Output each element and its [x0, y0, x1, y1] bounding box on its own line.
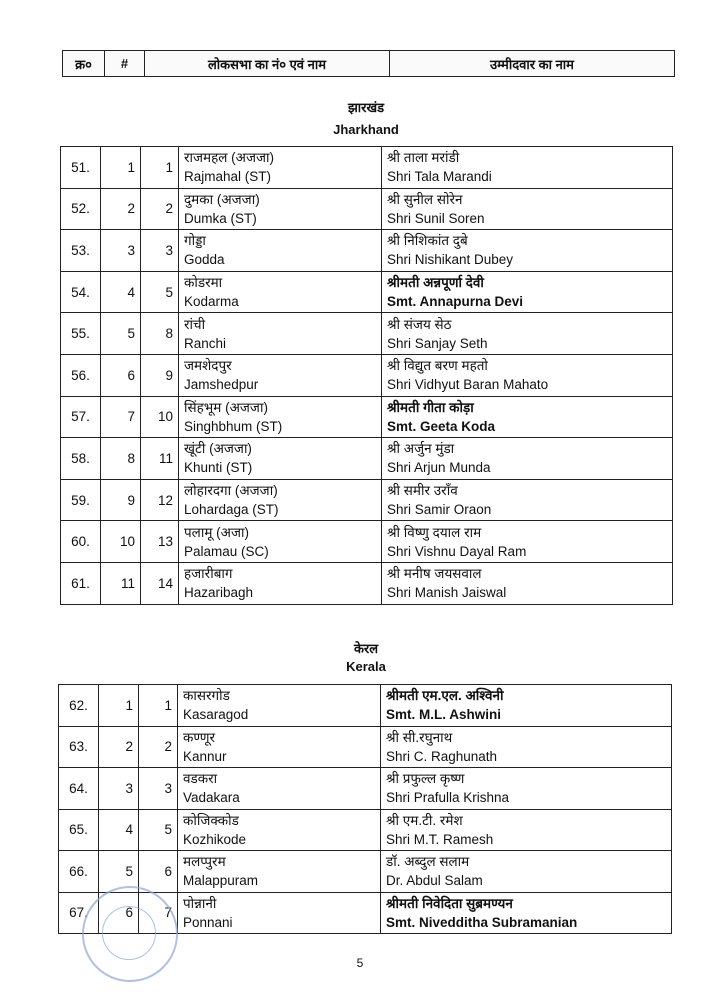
- candidate-name-en: Shri Vishnu Dayal Ram: [387, 543, 527, 559]
- constituency-number: 2: [139, 726, 178, 768]
- candidate-name-hi: श्री प्रफुल्ल कृष्ण: [386, 771, 465, 787]
- candidate-name-en: Shri Samir Oraon: [387, 502, 492, 518]
- constituency-name-hi: जमशेदपुर: [184, 358, 232, 374]
- candidate-name-en: Shri C. Raghunath: [386, 748, 498, 764]
- candidate-name-hi: श्री संजय सेठ: [387, 316, 452, 332]
- state-index: 7: [101, 396, 141, 438]
- page-number: 5: [356, 956, 364, 970]
- kerala-title-en: Kerala: [346, 659, 386, 674]
- constituency-cell: [179, 562, 382, 604]
- constituency-name-hi: कोडरमा: [184, 275, 223, 291]
- table-row: [59, 851, 672, 893]
- table-row: [61, 521, 673, 563]
- constituency-cell: [179, 438, 382, 480]
- candidate-name-hi: श्री अर्जुन मुंडा: [387, 441, 455, 457]
- candidate-cell: [381, 851, 672, 893]
- candidate-name-en: Shri Tala Marandi: [387, 169, 492, 185]
- state-index: 1: [99, 685, 139, 727]
- candidate-name-hi: श्रीमती गीता कोड़ा: [387, 399, 474, 415]
- state-index: 10: [101, 521, 141, 563]
- constituency-name-en: Kasaragod: [183, 707, 249, 723]
- candidate-cell: [381, 768, 672, 810]
- constituency-number: 2: [141, 188, 179, 230]
- constituency-name-hi: दुमका (अजजा): [184, 191, 260, 207]
- table-row: [61, 562, 673, 604]
- table-row: [61, 230, 673, 272]
- serial-number: 57.: [61, 396, 101, 438]
- table-row: [59, 768, 672, 810]
- constituency-name-en: Kannur: [183, 748, 227, 764]
- candidate-name-hi: डॉ. अब्दुल सलाम: [386, 854, 470, 870]
- constituency-name-hi: रांची: [184, 316, 206, 332]
- constituency-name-en: Kodarma: [184, 294, 239, 310]
- candidate-name-hi: श्री विष्णु दयाल राम: [387, 524, 482, 540]
- candidate-name-hi: श्री सी.रघुनाथ: [386, 729, 453, 745]
- candidate-name-en: Shri Manish Jaiswal: [387, 585, 507, 601]
- state-index: 5: [99, 851, 139, 893]
- header-hash: #: [105, 51, 145, 77]
- serial-number: 54.: [61, 271, 101, 313]
- constituency-cell: [179, 230, 382, 272]
- serial-number: 67.: [59, 892, 99, 934]
- candidate-cell: [381, 726, 672, 768]
- constituency-name-hi: मलप्पुरम: [183, 854, 226, 870]
- constituency-name-en: Palamau (SC): [184, 543, 269, 559]
- candidate-name-hi: श्रीमती अन्नपूर्णा देवी: [387, 275, 484, 291]
- serial-number: 66.: [59, 851, 99, 893]
- constituency-name-en: Dumka (ST): [184, 210, 257, 226]
- state-index: 11: [101, 562, 141, 604]
- constituency-name-en: Rajmahal (ST): [184, 169, 272, 185]
- jharkhand-title-hi: झारखंड: [347, 100, 385, 115]
- constituency-number: 12: [141, 479, 179, 521]
- constituency-number: 11: [141, 438, 179, 480]
- constituency-cell: [179, 479, 382, 521]
- constituency-number: 1: [139, 685, 178, 727]
- serial-number: 59.: [61, 479, 101, 521]
- constituency-name-hi: पोन्नानी: [183, 895, 217, 911]
- constituency-number: 5: [141, 271, 179, 313]
- candidate-cell: [382, 562, 673, 604]
- constituency-cell: [179, 521, 382, 563]
- state-index: 2: [101, 188, 141, 230]
- state-index: 6: [101, 354, 141, 396]
- candidate-cell: [381, 809, 672, 851]
- candidate-cell: [382, 396, 673, 438]
- candidate-cell: [382, 479, 673, 521]
- constituency-name-hi: वडकरा: [183, 771, 218, 787]
- constituency-cell: [178, 726, 381, 768]
- candidate-name-en: Shri Sanjay Seth: [387, 335, 488, 351]
- table-row: [61, 396, 673, 438]
- constituency-cell: [179, 313, 382, 355]
- constituency-name-hi: हजारीबाग: [184, 566, 233, 582]
- constituency-name-hi: गोड्डा: [184, 233, 206, 249]
- constituency-cell: [179, 147, 382, 189]
- candidate-name-en: Shri Prafulla Krishna: [386, 790, 510, 806]
- table-row: [61, 313, 673, 355]
- state-index: 8: [101, 438, 141, 480]
- state-index: 6: [99, 892, 139, 934]
- table-row: [61, 438, 673, 480]
- header-candidate: उम्मीदवार का नाम: [390, 51, 675, 77]
- state-index: 1: [101, 147, 141, 189]
- table-row: [61, 188, 673, 230]
- constituency-number: 5: [139, 809, 178, 851]
- constituency-name-hi: लोहारदगा (अजजा): [184, 483, 278, 499]
- state-index: 4: [99, 809, 139, 851]
- kerala-title-hi: केरल: [353, 641, 379, 656]
- candidate-name-en: Smt. Geeta Koda: [387, 418, 496, 434]
- constituency-name-hi: कासरगोड: [183, 688, 230, 704]
- constituency-number: 1: [141, 147, 179, 189]
- candidate-cell: [382, 438, 673, 480]
- candidate-cell: [382, 521, 673, 563]
- constituency-name-en: Ponnani: [183, 914, 233, 930]
- constituency-name-en: Ranchi: [184, 335, 227, 351]
- constituency-cell: [178, 892, 381, 934]
- table-row: [61, 354, 673, 396]
- serial-number: 60.: [61, 521, 101, 563]
- constituency-name-en: Lohardaga (ST): [184, 502, 279, 518]
- candidate-cell: [382, 147, 673, 189]
- constituency-cell: [179, 354, 382, 396]
- constituency-name-en: Vadakara: [183, 790, 240, 806]
- candidate-name-en: Shri Nishikant Dubey: [387, 252, 514, 268]
- candidate-name-hi: श्रीमती निवेदिता सुब्रमण्यन: [386, 895, 513, 911]
- constituency-name-hi: सिंहभूम (अजजा): [184, 399, 268, 415]
- constituency-number: 10: [141, 396, 179, 438]
- constituency-name-hi: पलामू (अजा): [184, 524, 249, 540]
- state-index: 2: [99, 726, 139, 768]
- constituency-number: 13: [141, 521, 179, 563]
- jharkhand-title-en: Jharkhand: [333, 122, 399, 137]
- serial-number: 61.: [61, 562, 101, 604]
- serial-number: 53.: [61, 230, 101, 272]
- serial-number: 51.: [61, 147, 101, 189]
- constituency-cell: [178, 768, 381, 810]
- candidate-name-hi: श्री एम.टी. रमेश: [386, 812, 463, 828]
- candidate-name-en: Dr. Abdul Salam: [386, 873, 483, 889]
- table-row: [61, 147, 673, 189]
- candidate-cell: [381, 685, 672, 727]
- constituency-cell: [178, 809, 381, 851]
- constituency-cell: [179, 271, 382, 313]
- candidate-cell: [382, 354, 673, 396]
- candidate-name-en: Smt. Annapurna Devi: [387, 294, 524, 310]
- constituency-number: 9: [141, 354, 179, 396]
- serial-number: 63.: [59, 726, 99, 768]
- candidate-name-en: Shri M.T. Ramesh: [386, 831, 494, 847]
- constituency-name-en: Khunti (ST): [184, 460, 253, 476]
- constituency-cell: [179, 396, 382, 438]
- constituency-name-hi: खूंटी (अजजा): [184, 441, 252, 457]
- constituency-number: 14: [141, 562, 179, 604]
- serial-number: 64.: [59, 768, 99, 810]
- candidate-name-hi: श्री ताला मरांडी: [387, 150, 460, 166]
- serial-number: 65.: [59, 809, 99, 851]
- constituency-cell: [179, 188, 382, 230]
- state-index: 9: [101, 479, 141, 521]
- table-row: [61, 271, 673, 313]
- table-row: [59, 809, 672, 851]
- constituency-name-en: Singhbhum (ST): [184, 418, 283, 434]
- candidate-cell: [382, 188, 673, 230]
- constituency-name-en: Jamshedpur: [184, 377, 259, 393]
- header-kr: क्र०: [63, 51, 105, 77]
- serial-number: 52.: [61, 188, 101, 230]
- constituency-number: 3: [141, 230, 179, 272]
- serial-number: 58.: [61, 438, 101, 480]
- serial-number: 56.: [61, 354, 101, 396]
- candidate-name-hi: श्री विद्युत बरण महतो: [387, 358, 488, 374]
- state-index: 3: [99, 768, 139, 810]
- candidate-cell: [382, 271, 673, 313]
- constituency-number: 7: [139, 892, 178, 934]
- candidate-name-en: Shri Vidhyut Baran Mahato: [387, 377, 549, 393]
- constituency-name-hi: राजमहल (अजजा): [184, 150, 275, 166]
- state-index: 3: [101, 230, 141, 272]
- table-row: [59, 685, 672, 727]
- candidate-name-hi: श्री निशिकांत दुबे: [387, 233, 468, 249]
- candidate-cell: [381, 892, 672, 934]
- candidate-name-en: Shri Sunil Soren: [387, 210, 485, 226]
- serial-number: 55.: [61, 313, 101, 355]
- table-row: [59, 726, 672, 768]
- state-index: 4: [101, 271, 141, 313]
- constituency-cell: [178, 851, 381, 893]
- candidate-name-hi: श्री समीर उराँव: [387, 483, 458, 499]
- constituency-name-en: Kozhikode: [183, 831, 247, 847]
- constituency-cell: [178, 685, 381, 727]
- constituency-name-en: Hazaribagh: [184, 585, 254, 601]
- constituency-number: 3: [139, 768, 178, 810]
- jharkhand-table: [60, 146, 673, 605]
- state-index: 5: [101, 313, 141, 355]
- candidate-name-en: Shri Arjun Munda: [387, 460, 491, 476]
- candidate-name-en: Smt. Nivedditha Subramanian: [386, 914, 578, 930]
- constituency-name-hi: कोजिक्कोड: [183, 812, 239, 828]
- candidate-name-en: Smt. M.L. Ashwini: [386, 707, 502, 723]
- serial-number: 62.: [59, 685, 99, 727]
- candidate-cell: [382, 313, 673, 355]
- constituency-number: 8: [141, 313, 179, 355]
- candidate-cell: [382, 230, 673, 272]
- constituency-name-hi: कण्णूर: [183, 729, 216, 745]
- constituency-name-en: Malappuram: [183, 873, 259, 889]
- candidate-name-hi: श्रीमती एम.एल. अश्विनी: [386, 688, 504, 704]
- header-constituency: लोकसभा का नं० एवं नाम: [145, 51, 390, 77]
- header-table: [62, 50, 675, 77]
- candidate-name-hi: श्री मनीष जयसवाल: [387, 566, 482, 582]
- constituency-number: 6: [139, 851, 178, 893]
- constituency-name-en: Godda: [184, 252, 225, 268]
- table-row: [61, 479, 673, 521]
- candidate-name-hi: श्री सुनील सोरेन: [387, 191, 463, 207]
